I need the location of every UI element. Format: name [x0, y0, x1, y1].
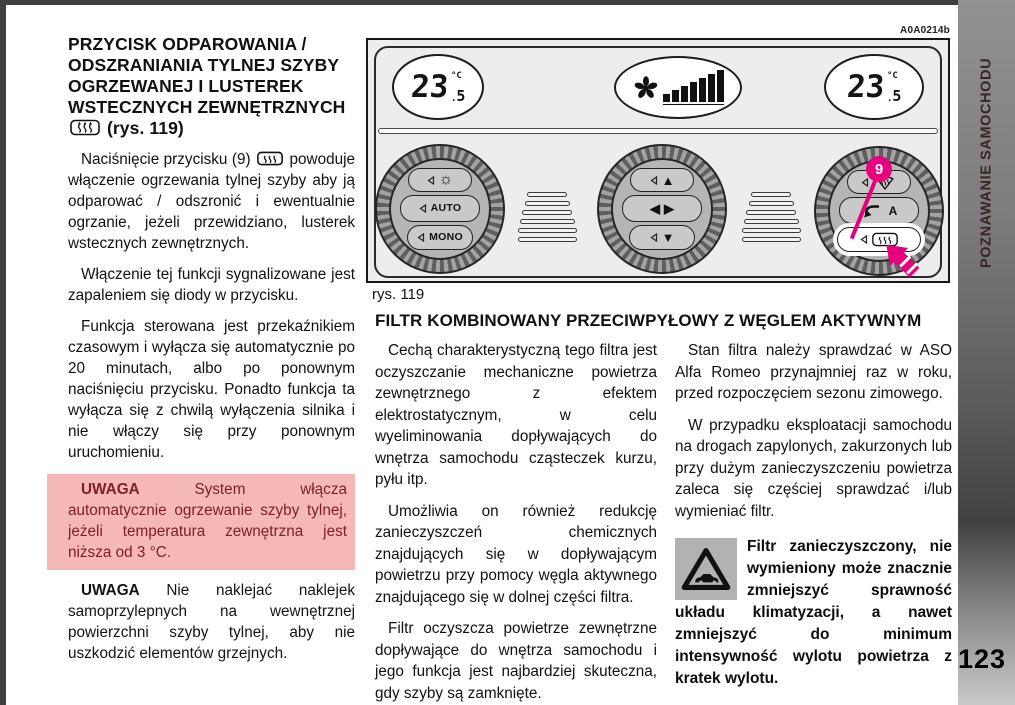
temp-value: 23: [845, 68, 886, 105]
led-triangle-icon: [650, 233, 658, 242]
led-triangle-icon: [861, 178, 869, 187]
chapter-sidebar: [958, 0, 1015, 705]
temperature-display-left: 23 °C .5: [392, 54, 484, 120]
mono-button: MONO: [407, 225, 473, 250]
led-triangle-icon: [419, 204, 427, 213]
page-number: 123: [957, 644, 1006, 674]
paragraph: Cechą charakterystyczną tego filtra jest oczyszczanie mechaniczne powietrza zewnętrznego z efektem elektrostatycznym, w celu wyeliminowania dopływających do wnętrza samochodu cząsteczek kurzu, pyłu itp.: [375, 342, 657, 488]
down-arrow-icon: ▼: [661, 230, 675, 245]
figure-climate-panel: [366, 38, 950, 283]
rear-defrost-button: [837, 227, 921, 252]
knob-air-distribution: [597, 144, 727, 274]
rear-defrost-icon: [257, 151, 283, 166]
paragraph: Naciśnięcie przycisku (9) powoduje włączenie ogrzewania tylnej szyby aby ją odparować / odszronić i ewentualnie ogrzanie, jeżeli przewidziano, lusterek wstecznych zewnętrznych.: [68, 151, 356, 252]
rear-defrost-icon: [70, 119, 100, 136]
recirculation-arrow-icon: [861, 203, 885, 218]
temp-decimal: 5: [456, 86, 466, 105]
note-label: UWAGA: [81, 481, 140, 498]
panel-divider: [378, 128, 938, 134]
recirculation-auto-button: [839, 197, 919, 224]
led-triangle-icon: [427, 176, 435, 185]
sun-mode-button: [408, 168, 472, 192]
figure-caption: rys. 119: [372, 286, 425, 303]
led-triangle-icon: [860, 235, 868, 244]
air-down-button: [629, 225, 695, 250]
temp-value: 23: [409, 68, 450, 105]
section-title-filter: FILTR KOMBINOWANY PRZECIWPYŁOWY Z WĘGLEM AKTYWNYM: [375, 311, 922, 330]
auto-button: AUTO: [400, 195, 480, 222]
knob-driver-temp: [375, 144, 505, 274]
page-left-rule: [0, 0, 6, 705]
filter-column-right: [675, 340, 952, 690]
temperature-display-right: 23 °C .5: [824, 54, 924, 120]
left-column: [68, 34, 355, 664]
note-plain: UWAGA Nie naklejać naklejek samoprzylepnych na wewnętrznej powierzchni szyby tylnej, aby nie uszkodzić elementów grzejnych.: [68, 582, 355, 662]
air-up-button: [630, 168, 694, 192]
car-warning-icon: [675, 538, 737, 600]
temp-unit: °C: [450, 70, 462, 81]
note-label: UWAGA: [81, 582, 140, 599]
callout-9-badge: 9: [866, 156, 892, 182]
left-arrow-icon: ◀: [650, 201, 660, 216]
rear-defrost-icon: [872, 232, 898, 247]
page-top-rule: [0, 0, 958, 5]
paragraph: Włączenie tej funkcji sygnalizowane jest zapaleniem się diody w przycisku.: [68, 266, 355, 304]
paragraph: Stan filtra należy sprawdzać w ASO Alfa Romeo przynajmniej raz w roku, przed rozpoczęciem sezonu zimowego.: [675, 342, 952, 402]
temp-unit: °C: [886, 70, 898, 81]
fan-speed-display: [614, 56, 742, 119]
led-triangle-icon: [650, 176, 658, 185]
figure-code: A0A0214b: [900, 25, 950, 36]
note-highlighted: UWAGA System włącza automatycznie ogrzewanie szyby tylnej, jeżeli temperatura zewnętrzna jest niższa od 3 °C.: [47, 474, 355, 570]
auto-letter: A: [888, 203, 898, 218]
warning-block: Filtr zanieczyszczony, nie wymieniony może znacznie zmniejszyć sprawność układu klimatyzacji, a nawet zmniejszyć do minimum intensywność wylotu powietrza z kratek wylotu.: [675, 538, 952, 687]
paragraph: Funkcja sterowana jest przekaźnikiem czasowym i wyłącza się automatycznie po 20 minutach, albo po ponownym naciśnięciu przycisku. Ponadto funkcja ta wyłącza się z chwilą wyłączenia silnika i nie włączy się przy ponownym uruchomieniu.: [68, 318, 355, 461]
chapter-title: POZNAWANIE SAMOCHODU: [978, 57, 995, 269]
fan-speed-bars: [663, 70, 724, 105]
paragraph: Umożliwia on również redukcję zanieczyszczeń chemicznych znajdujących się w dopływającym powietrzu przy pomocy węgla aktywnego znajdującego się w dolnej części filtra.: [375, 502, 657, 606]
vent-ridges-right: [740, 192, 802, 242]
led-triangle-icon: [417, 233, 425, 242]
right-arrow-icon: ▶: [664, 201, 674, 216]
sun-icon: ☼: [438, 171, 454, 188]
filter-column-left: [375, 340, 657, 705]
section-title-rear-window: PRZYCISK ODPAROWANIA / ODSZRANIANIA TYLNEJ SZYBY OGRZEWANEJ I LUSTEREK WSTECZNYCH ZEWNĘTRZNYCH (rys. 119): [68, 34, 346, 138]
air-sides-button: [622, 195, 702, 222]
fan-icon: [633, 75, 659, 101]
temp-decimal: 5: [892, 86, 902, 105]
up-arrow-icon: ▲: [661, 172, 675, 188]
vent-ridges-left: [516, 192, 578, 242]
paragraph: W przypadku eksploatacji samochodu na drogach zapylonych, zakurzonych lub przy dużym zanieczyszczeniu powietrza zaleca się częściej sprawdzać i/lub wymieniać filtr.: [675, 416, 952, 520]
paragraph: Filtr oczyszcza powietrze zewnętrzne dopływające do wnętrza samochodu i jego funkcja jest najbardziej skuteczna, gdy szyby są zamknięte.: [375, 620, 657, 702]
